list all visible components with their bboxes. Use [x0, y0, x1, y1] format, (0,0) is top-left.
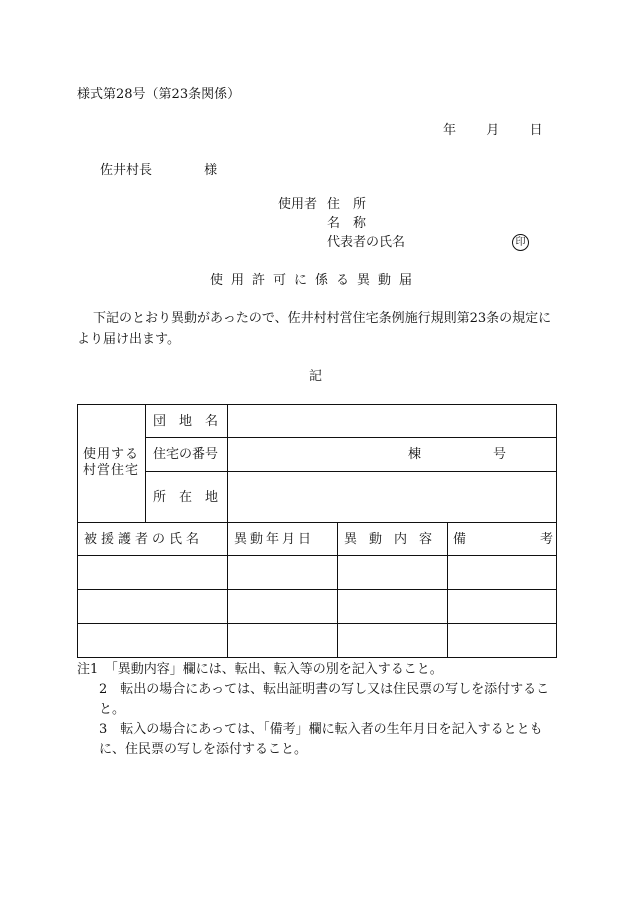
housing-label: 使用する村営住宅 — [83, 447, 140, 478]
note-1: 注1 「異動内容」欄には、転出、転入等の別を記入すること。 — [77, 662, 443, 677]
row-divider-6 — [77, 623, 557, 624]
form-number: 様式第28号（第23条関係） — [77, 87, 241, 102]
details-table — [77, 404, 628, 658]
header-date: 異動年月日 — [234, 532, 315, 547]
name-label: 名 称 — [327, 216, 367, 231]
building-label: 棟 — [408, 447, 422, 462]
date-year: 年 — [443, 123, 457, 138]
representative-label: 代表者の氏名 — [327, 235, 406, 250]
document-title: 使用許可に係る異動届 — [209, 273, 420, 288]
house-number-label: 住宅の番号 — [153, 447, 219, 462]
user-label: 使用者 — [278, 197, 318, 212]
header-remarks: 備考 — [453, 532, 628, 547]
date-month: 月 — [486, 123, 500, 138]
divider-housing — [145, 404, 146, 522]
notes — [77, 660, 567, 760]
col-divider-2 — [337, 522, 338, 658]
col-divider-3 — [447, 522, 448, 658]
header-content: 異動内容 — [344, 532, 445, 547]
header-name: 被援護者の氏名 — [84, 532, 204, 547]
table-border-bottom — [77, 657, 557, 658]
row-divider-1 — [145, 437, 557, 438]
table-border-right — [556, 404, 557, 658]
row-divider-3 — [77, 522, 557, 523]
seal-mark: 印 — [512, 234, 529, 251]
row-divider-4 — [77, 555, 557, 556]
row-divider-5 — [77, 589, 557, 590]
ki-label: 記 — [309, 369, 323, 384]
addressee — [100, 164, 217, 177]
addressee-honorific: 様 — [204, 163, 218, 178]
table-border-top — [77, 404, 557, 405]
body-text: 下記のとおり異動があったので、佐井村村営住宅条例施行規則第23条の規定により届け出ます。 — [77, 311, 552, 347]
row-divider-2 — [145, 471, 557, 472]
applicant-block — [0, 198, 630, 258]
col-divider-1 — [227, 522, 228, 658]
location-label: 所 在 地 — [153, 490, 219, 505]
address-label: 住 所 — [327, 197, 367, 212]
divider-label — [227, 404, 228, 522]
danchi-label: 団 地 名 — [153, 414, 219, 429]
note-3: 3 転入の場合にあっては、「備考」欄に転入者の生年月日を記入するとともに、住民票の写しを添付すること。 — [99, 722, 543, 757]
note-2: 2 転出の場合にあっては、転出証明書の写し又は住民票の写しを添付すること。 — [99, 682, 550, 717]
date-day: 日 — [529, 123, 543, 138]
addressee-name: 佐井村長 — [100, 163, 153, 178]
date-line — [443, 124, 543, 137]
table-border-left — [77, 404, 78, 658]
number-label: 号 — [493, 447, 507, 462]
